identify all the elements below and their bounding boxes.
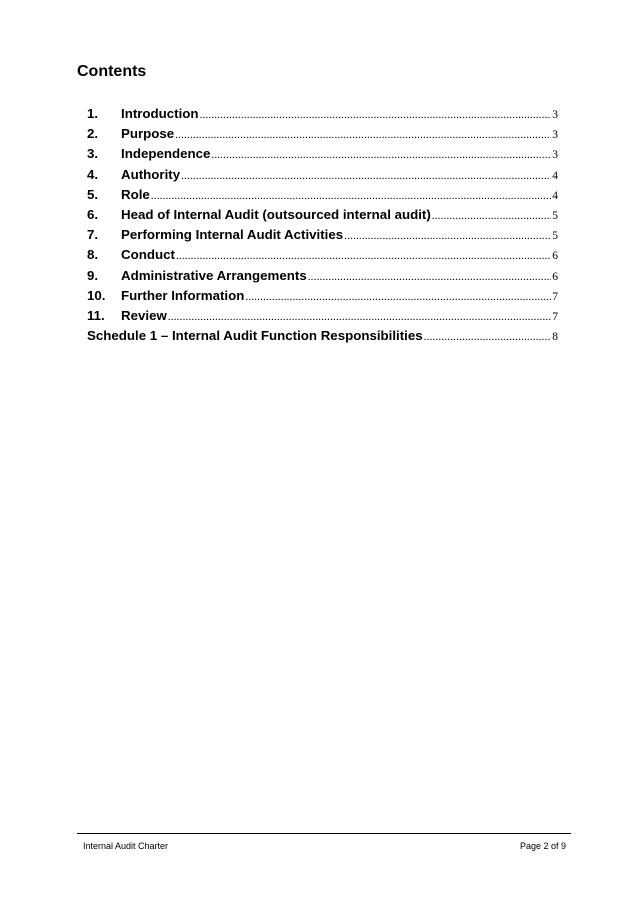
toc-entry-title[interactable]: Authority — [121, 166, 181, 182]
toc-entry-number: 4. — [87, 166, 99, 182]
toc-entry-title[interactable]: Administrative Arrangements — [121, 267, 307, 283]
toc-entry-page[interactable]: 4 — [552, 169, 558, 182]
toc-entry-page[interactable]: 6 — [552, 250, 558, 263]
toc-entry-page[interactable]: 5 — [552, 230, 558, 243]
footer-divider — [77, 833, 571, 834]
toc-entry-title[interactable]: Conduct — [121, 247, 175, 263]
toc-entry-further-information[interactable] — [87, 288, 558, 308]
dot-leader — [211, 149, 551, 161]
dot-leader — [424, 331, 552, 343]
toc-entry-introduction[interactable] — [87, 106, 558, 126]
toc-heading: Contents — [77, 63, 147, 80]
dot-leader — [308, 271, 552, 283]
toc-entry-review[interactable] — [87, 308, 558, 328]
toc-entry-number: 3. — [87, 146, 99, 162]
footer-document-title: Internal Audit Charter — [83, 841, 169, 851]
toc-entry-page[interactable]: 5 — [552, 209, 558, 222]
dot-leader — [168, 311, 551, 323]
dot-leader — [432, 210, 551, 222]
toc-entry-number: 5. — [87, 186, 99, 202]
toc-entry-page[interactable]: 7 — [552, 310, 558, 323]
toc-entry-title[interactable]: Introduction — [121, 106, 199, 121]
toc-entry-number: 2. — [87, 126, 99, 142]
dot-leader — [181, 170, 551, 182]
toc-entry-title[interactable]: Performing Internal Audit Activities — [121, 227, 344, 243]
toc-entry-independence[interactable] — [87, 146, 558, 166]
toc-entry-title[interactable]: Review — [121, 307, 167, 323]
dot-leader — [344, 230, 551, 242]
dot-leader — [200, 109, 552, 121]
toc-entry-title[interactable]: Further Information — [121, 287, 245, 303]
toc-entry-title[interactable]: Schedule 1 – Internal Audit Function Responsibilities — [87, 328, 423, 344]
toc-entry-performing-activities[interactable] — [87, 227, 558, 247]
toc-entry-role[interactable] — [87, 187, 558, 207]
dot-leader — [176, 250, 551, 262]
toc-entry-purpose[interactable] — [87, 126, 558, 146]
table-of-contents — [87, 106, 558, 348]
toc-entry-schedule-1[interactable] — [87, 328, 558, 348]
toc-entry-number: 9. — [87, 267, 99, 283]
toc-entry-page[interactable]: 3 — [552, 109, 558, 121]
toc-entry-title[interactable]: Independence — [121, 146, 211, 162]
toc-entry-number: 8. — [87, 247, 99, 263]
toc-entry-page[interactable]: 6 — [552, 270, 558, 283]
toc-entry-number: 10. — [87, 287, 106, 303]
toc-entry-page[interactable]: 8 — [552, 331, 558, 344]
toc-entry-page[interactable]: 3 — [552, 149, 558, 162]
toc-entry-page[interactable]: 7 — [552, 290, 558, 303]
dot-leader — [151, 190, 551, 202]
toc-entry-page[interactable]: 4 — [552, 189, 558, 202]
dot-leader — [245, 291, 551, 303]
toc-entry-number: 6. — [87, 206, 99, 222]
toc-entry-title[interactable]: Head of Internal Audit (outsourced internal audit) — [121, 206, 431, 222]
toc-entry-page[interactable]: 3 — [552, 129, 558, 142]
toc-entry-number: 7. — [87, 227, 99, 243]
toc-entry-administrative-arrangements[interactable] — [87, 268, 558, 288]
toc-entry-conduct[interactable] — [87, 247, 558, 267]
toc-entry-authority[interactable] — [87, 167, 558, 187]
toc-entry-title[interactable]: Purpose — [121, 126, 175, 142]
footer-page-number: Page 2 of 9 — [519, 841, 566, 851]
toc-entry-head-of-internal-audit[interactable] — [87, 207, 558, 227]
dot-leader — [175, 129, 551, 141]
toc-entry-number: 1. — [87, 106, 99, 121]
toc-entry-title[interactable]: Role — [121, 186, 150, 202]
toc-entry-number: 11. — [87, 307, 105, 323]
